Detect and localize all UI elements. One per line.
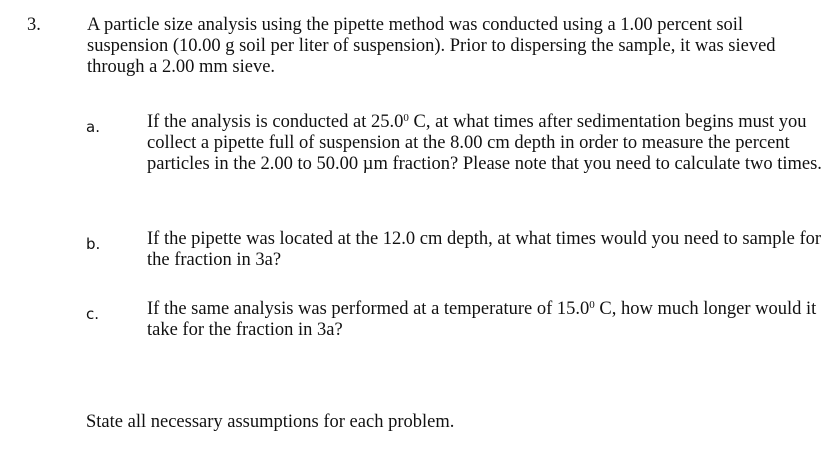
part-c-text-start: If the same analysis was performed at a temperature of 15.0: [147, 299, 590, 319]
part-c-text-end: C, how much longer would it take for the fraction in 3a?: [147, 299, 817, 340]
degree-mark: 0: [403, 112, 409, 124]
degree-mark: 0: [589, 299, 595, 311]
question-stem: A particle size analysis using the pipette method was conducted using a 1.00 percent soil suspension (10.00 g soil per liter of suspension). Prior to dispersing the sample, it was sieved through a 2.00 mm sieve.: [87, 15, 776, 77]
part-b-letter: b.: [86, 235, 101, 253]
part-a-text: [147, 112, 827, 175]
part-b-text: If the pipette was located at the 12.0 cm depth, at what times would you need to sample for the fraction in 3a?: [147, 229, 822, 270]
assumptions-note: State all necessary assumptions for each problem.: [86, 412, 455, 432]
part-c-text: [147, 299, 827, 341]
part-c-letter: c.: [86, 305, 100, 323]
part-a-text-end: C, at what times after sedimentation begins must you collect a pipette full of suspension at the 8.00 cm depth in order to measure the percent particles in the 2.00 to 50.00 µm fraction? Please note that you need to calculate two times.: [147, 112, 822, 174]
question-number: 3.: [27, 15, 41, 35]
part-a-text-start: If the analysis is conducted at 25.0: [147, 112, 404, 132]
part-a-letter: a.: [86, 118, 100, 136]
